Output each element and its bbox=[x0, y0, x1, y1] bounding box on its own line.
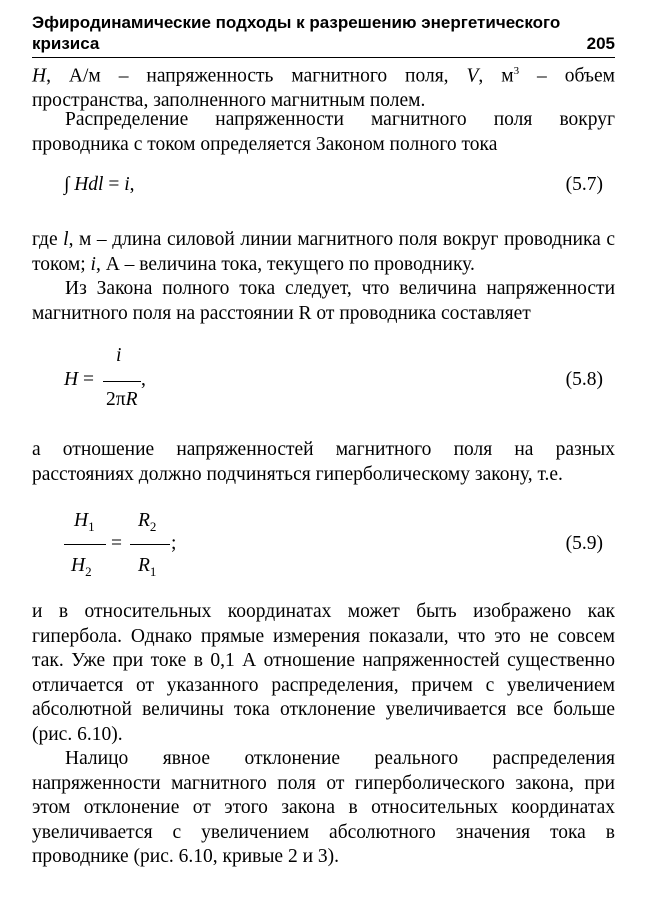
eq-r2: R bbox=[138, 510, 150, 531]
eq-equals: = bbox=[103, 174, 125, 195]
subscript: 2 bbox=[149, 518, 157, 534]
symbol-h: H bbox=[32, 65, 47, 87]
paragraph-measurements: и в относительных координатах может быть изображено как гипербола. Однако прямые измерения показали, что это не совсем так. Уже при токе в 0,1 А отношение напряженностей существенно отличается от указанного распределения, причем с увеличением абсолютной величины тока отклонение увеличивается все больше (рис. 6.10). bbox=[32, 601, 615, 745]
symbol-i: i bbox=[90, 253, 96, 275]
paragraph-where-l bbox=[32, 228, 615, 277]
subscript: 1 bbox=[149, 563, 157, 579]
header-title-line2: кризиса bbox=[32, 34, 100, 53]
paragraph-hyperbolic-law: а отношение напряженностей магнитного поля на разных расстояниях должно подчиняться гиперболическому закону, т.е. bbox=[32, 439, 615, 485]
eq-lhs: Hdl bbox=[74, 174, 104, 195]
eq-equals: = bbox=[78, 369, 94, 390]
eq-2pi: 2π bbox=[106, 389, 126, 410]
eq-lhs bbox=[64, 369, 94, 391]
fraction-denominator bbox=[106, 389, 138, 411]
integral-sign: ∫ bbox=[64, 174, 70, 195]
header-title-line1: Эфиродинамические подходы к разрешению энергетического bbox=[32, 13, 561, 32]
symbol-l: l bbox=[63, 229, 69, 250]
fraction2-bar bbox=[130, 544, 170, 545]
running-header bbox=[32, 12, 615, 54]
fraction2-numerator bbox=[138, 510, 156, 535]
paragraph-deviation: Налицо явное отклонение реального распределения напряженности магнитного поля от гиперболического закона, при этом отклонение от этого закона в относительных координатах увеличивается с увеличением абсолютного значения тока в проводнике (рис. 6.10, кривые 2 и 3). bbox=[32, 748, 615, 867]
text-run: где bbox=[32, 229, 64, 250]
header-rule bbox=[32, 57, 615, 58]
equation-number-5-8: (5.8) bbox=[565, 369, 603, 390]
equation-number-5-7: (5.7) bbox=[565, 174, 603, 195]
subscript: 2 bbox=[85, 563, 92, 579]
equation-number-5-9: (5.9) bbox=[565, 533, 603, 554]
eq-r1: R bbox=[138, 555, 150, 576]
text-run: , м bbox=[478, 65, 514, 87]
eq-punct: , bbox=[141, 369, 146, 390]
paragraph-full-current-law: Распределение напряженности магнитного поля вокруг проводника с током определяется Законом полного тока bbox=[32, 109, 615, 155]
eq-h2: H bbox=[71, 555, 86, 576]
paragraph-variables-h-v bbox=[32, 59, 615, 114]
fraction-bar bbox=[103, 381, 141, 382]
eq-i: i bbox=[116, 345, 122, 366]
eq-punct: , bbox=[129, 174, 135, 195]
fraction1-numerator bbox=[74, 510, 95, 535]
page-number: 205 bbox=[586, 34, 615, 53]
equation-5-7 bbox=[64, 174, 135, 196]
text-run: – объем пространства, заполненного магнитным полем. bbox=[32, 65, 616, 111]
paragraph-field-at-distance: Из Закона полного тока следует, что величина напряженности магнитного поля на расстоянии R от проводника составляет bbox=[32, 278, 615, 324]
text-run: , А/м – напряженность магнитного поля, bbox=[46, 65, 467, 87]
fraction1-denominator bbox=[71, 555, 92, 580]
eq-punct: ; bbox=[171, 533, 177, 554]
exponent: 3 bbox=[513, 65, 520, 77]
eq-r: R bbox=[125, 389, 138, 410]
fraction1-bar bbox=[64, 544, 106, 545]
eq-equals: = bbox=[111, 533, 122, 554]
eq-h1: H bbox=[74, 510, 89, 531]
fraction2-denominator bbox=[138, 555, 156, 580]
eq-rhs: i bbox=[124, 174, 130, 195]
fraction-numerator bbox=[116, 345, 121, 367]
symbol-v: V bbox=[466, 65, 479, 87]
eq-h: H bbox=[64, 369, 79, 390]
subscript: 1 bbox=[88, 518, 95, 534]
text-run: , м – длина силовой линии магнитного поля вокруг проводника с током; bbox=[32, 229, 615, 275]
text-run: , А – величина тока, текущего по проводнику. bbox=[95, 253, 475, 275]
